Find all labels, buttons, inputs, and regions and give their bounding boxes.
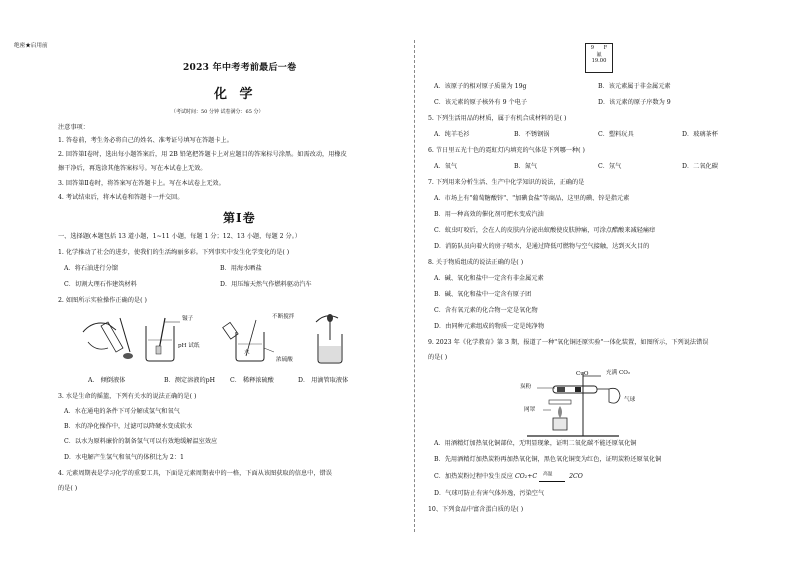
- question-1: 1. 化学推动了社会的进步，使我们的生活绚丽多彩。下列事实中发生化学变化的是( ): [58, 249, 290, 256]
- q1-option-c: C．切割大理石作建筑材料: [64, 281, 137, 288]
- reaction-equals: [539, 481, 565, 482]
- note-item: 1. 答卷前，考生务必将自己的姓名、准考证号填写在答题卡上。: [58, 137, 233, 144]
- q2-option-c: C． 稀释浓硫酸: [230, 377, 274, 384]
- q3-option-c: C．以水为原料廉价的制备氢气可以有效地缓解温室效应: [64, 438, 218, 445]
- q6-option-c: C．氖气: [598, 163, 622, 170]
- q1-option-d: D．用压缩天然气作燃料驱动汽车: [220, 281, 312, 288]
- q5-option-d: D．玻璃茶杯: [682, 131, 718, 138]
- figure-ph-test: [140, 318, 190, 363]
- reaction-left: CO₂+C: [514, 473, 538, 480]
- exam-title: 2023 年中考考前最后一卷: [183, 63, 297, 73]
- question-4-cont: 的是( ): [58, 485, 78, 492]
- q4-option-d: D．该元素的原子序数为 9: [598, 99, 671, 106]
- exam-meta: （考试时间：50 分钟 试卷满分：65 分）: [171, 109, 264, 115]
- q9-option-b: B．先用酒精灯加热炭粉再加热氧化铜，黑色氧化铜变为红色，证明炭粉还原氧化铜: [434, 456, 662, 463]
- element-symbol: F: [603, 45, 608, 51]
- q6-option-a: A．氧气: [434, 163, 458, 170]
- figure-pour-liquid: [78, 312, 138, 362]
- question-6: 6. 节日里五光十色的霓虹灯内填充的气体是下列哪一种( ): [428, 147, 585, 154]
- note-item: 4. 考试结束后，将本试卷和答题卡一并交回。: [58, 194, 184, 201]
- q9-option-a: A．用酒精灯加热氧化铜部位，无明显现象，证明二氧化碳不能还原氧化铜: [434, 440, 637, 447]
- reaction-right: 2CO: [569, 473, 583, 480]
- label-tweezers: 镊子: [182, 316, 194, 322]
- q3-option-b: B．水的净化操作中，过滤可以降硬水变成软水: [64, 423, 193, 430]
- q2-option-a: A． 倾倒液体: [88, 377, 126, 384]
- q8-option-b: B．碱、氧化和盐中一定含有原子团: [434, 291, 532, 298]
- element-name: 氟: [596, 51, 602, 58]
- label-cuo: CuO: [576, 371, 589, 377]
- q5-option-a: A．纯羊毛衫: [434, 131, 470, 138]
- q9-option-c: [434, 473, 583, 481]
- q1-option-b: B．用海水晒盐: [220, 265, 262, 272]
- label-net: 网罩: [524, 407, 536, 413]
- q4-option-a: A．该原子的相对原子质量为 19g: [434, 83, 527, 90]
- question-4: 4. 元素周期表是学习化学的重要工具，下面是元素周期表中的一格，下面从该图获取的信息中，错误: [58, 470, 332, 477]
- q5-option-c: C．塑料玩具: [598, 131, 634, 138]
- reaction-condition: 高温: [543, 472, 553, 477]
- q1-option-a: A．将石油进行分馏: [64, 265, 118, 272]
- notes-heading: 注意事项：: [58, 124, 89, 131]
- q2-option-d: D． 用滴管取液体: [298, 377, 349, 384]
- q6-option-d: D．二氧化碳: [682, 163, 718, 170]
- q7-option-b: B．用一种高效的催化剂可把水变成汽油: [434, 211, 544, 218]
- column-divider: [414, 40, 415, 532]
- q9-c-text: C．加热炭粉过程中发生反应: [434, 473, 513, 480]
- q4-option-b: B．该元素属于非金属元素: [598, 83, 671, 90]
- atomic-number: 9: [590, 45, 595, 51]
- note-item: 3. 回答第Ⅱ卷时，将答案写在答题卡上。写在本试卷上无效。: [58, 180, 225, 187]
- question-10: 10、下列食品中富含蛋白质的是( ): [428, 506, 524, 513]
- question-3: 3. 水是生命的摇篮，下列有关水的说法正确的是( ): [58, 393, 197, 400]
- question-2: 2. 如图所示实验操作正确的是( ): [58, 297, 147, 304]
- q5-option-b: B．不锈钢锅: [514, 131, 550, 138]
- q8-option-d: D．由同种元素组成的物质一定是纯净物: [434, 323, 545, 330]
- q3-option-a: A．水在通电的条件下可分解成氢气和氧气: [64, 408, 180, 415]
- q7-option-c: C．蚊虫叮咬后，会在人的皮肤内分泌出蚁酸使皮肤肿痛，可涂点醋酸来减轻痛痒: [434, 227, 656, 234]
- label-stir: 不断搅拌: [272, 314, 295, 320]
- label-ph-paper: pH 试纸: [178, 343, 200, 349]
- section-heading: 一、选择题(本题包括 13 道小题，1~11 小题，每题 1 分；12、13 小题，每题 2 分。）: [58, 233, 301, 240]
- q2-option-b: B．测定溶液的pH: [164, 377, 216, 384]
- periodic-table-cell: [585, 43, 613, 73]
- label-balloon: 气球: [624, 397, 636, 403]
- q8-option-a: A．碱、氧化和盐中一定含有非金属元素: [434, 275, 544, 282]
- q6-option-b: B．氮气: [514, 163, 538, 170]
- q7-option-a: A．市场上有"葡萄糖酸锌"、"加碘食盐"等商品，这里的碘、锌是指元素: [434, 195, 630, 202]
- q4-option-c: C．该元素的原子核外有 9 个电子: [434, 99, 528, 106]
- question-7: 7. 下列用来分析生活、生产中化学知识的说法，正确的是: [428, 179, 585, 186]
- label-acid: 浓硫酸: [276, 357, 293, 363]
- note-item: 2. 回答第Ⅰ卷时，选出每小题答案后，用 2B 铅笔把答题卡上对应题目的答案标号涂黑。如需改动，用橡皮: [58, 151, 347, 158]
- label-co2: 充满 CO₂: [606, 370, 631, 376]
- secret-mark: 绝密★启用前: [14, 43, 48, 49]
- atomic-mass: 19.00: [591, 58, 607, 64]
- subject-title: 化 学: [214, 87, 257, 102]
- label-water: 水: [244, 350, 250, 356]
- q3-option-d: D．水电解产生氢气和氧气的体积比为 2：1: [64, 454, 184, 461]
- question-9: 9. 2023 年《化学教育》第 3 期，报道了一种"氧化铜还原实验"一体化装置，如图所示，下列说法错误: [428, 339, 709, 346]
- label-carbon: 炭粉: [520, 384, 532, 390]
- q7-option-d: D．消防队员向着火的房子喷水，是通过降低可燃物与空气接触，达到灭火目的: [434, 243, 650, 250]
- question-9-cont: 的是( ): [428, 354, 448, 361]
- q8-option-c: C．含有氧元素的化合物一定是氧化物: [434, 307, 538, 314]
- note-item: 擦干净后，再选涂其他答案标号。写在本试卷上无效。: [58, 165, 207, 172]
- question-5: 5. 下列生活用品的材质，属于有机合成材料的是( ): [428, 115, 567, 122]
- volume-title: 第Ⅰ卷: [223, 211, 256, 225]
- q9-option-d: D．气球可防止有害气体外逸，污染空气: [434, 490, 545, 497]
- figure-dropper: [308, 310, 358, 365]
- question-8: 8. 关于物质组成的说法正确的是( ): [428, 259, 524, 266]
